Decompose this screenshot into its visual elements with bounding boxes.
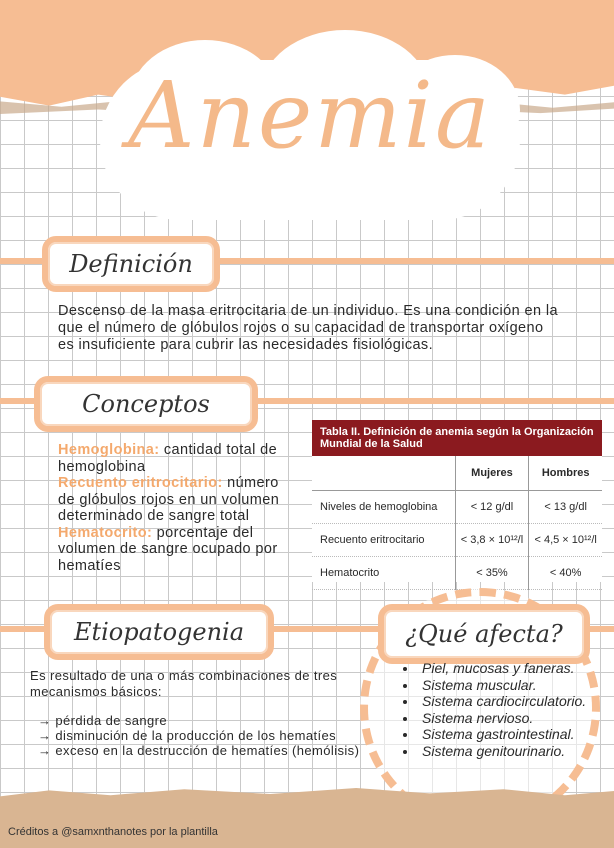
column-header-mujeres: Mujeres bbox=[455, 456, 529, 491]
intro-line: Es resultado de una o más combinaciones de tres bbox=[30, 668, 338, 683]
anemia-criteria-table bbox=[312, 456, 602, 590]
bottom-paper-decoration bbox=[0, 788, 614, 848]
mechanisms-list bbox=[38, 713, 368, 758]
affected-systems-list bbox=[400, 660, 586, 759]
definicion-text bbox=[58, 303, 603, 354]
concept-item bbox=[58, 442, 290, 475]
list-item: • Sistema gastrointestinal. bbox=[418, 726, 586, 743]
row-label: Niveles de hemoglobina bbox=[312, 491, 455, 524]
mechanism-item: → exceso en la destrucción de hematíes (hemólisis) bbox=[38, 743, 360, 758]
mechanism-item: → pérdida de sangre bbox=[38, 713, 168, 728]
table-title: Tabla II. Definición de anemia según la Organización Mundial de la Salud bbox=[312, 420, 602, 456]
conceptos-heading: Conceptos bbox=[34, 376, 258, 432]
concept-desc: porcentaje del volumen de sangre ocupado por hematíes bbox=[58, 524, 278, 574]
table-row bbox=[312, 491, 602, 524]
table-row bbox=[312, 524, 602, 557]
row-label: Hematocrito bbox=[312, 557, 455, 590]
who-anemia-table bbox=[312, 420, 602, 582]
list-item: • Piel, mucosas y faneras. bbox=[418, 660, 586, 677]
concept-term: Recuento eritrocitario: bbox=[58, 475, 223, 491]
concept-desc: número de glóbulos rojos en un volumen determinado de sangre total bbox=[58, 475, 280, 524]
afecta-heading: ¿Qué afecta? bbox=[378, 604, 590, 664]
list-item: • Sistema nervioso. bbox=[418, 710, 586, 727]
concept-item bbox=[58, 525, 290, 575]
table-header-row bbox=[312, 456, 602, 491]
etiopatogenia-intro bbox=[30, 668, 360, 699]
etiopatogenia-heading: Etiopatogenia bbox=[44, 604, 274, 660]
concept-item bbox=[58, 475, 290, 525]
list-item: • Sistema cardiocirculatorio. bbox=[418, 693, 586, 710]
credits-text: Créditos a @samxnthanotes por la plantilla bbox=[8, 826, 218, 838]
concept-desc: cantidad total de hemoglobina bbox=[58, 442, 278, 475]
definicion-line: es insuficiente para cubrir las necesidades fisiológicas. bbox=[58, 337, 434, 353]
cell-hombres: < 13 g/dl bbox=[529, 491, 602, 524]
conceptos-list bbox=[58, 442, 290, 574]
cell-mujeres: < 35% bbox=[455, 557, 529, 590]
definicion-heading: Definición bbox=[42, 236, 220, 292]
list-item: • Sistema genitourinario. bbox=[418, 743, 586, 760]
concept-term: Hematocrito: bbox=[58, 524, 153, 541]
cell-hombres: < 40% bbox=[529, 557, 602, 590]
mechanism-item: → disminución de la producción de los hematíes bbox=[38, 728, 337, 743]
intro-line: mecanismos básicos: bbox=[30, 683, 162, 699]
concept-term: Hemoglobina: bbox=[58, 442, 160, 458]
cell-mujeres: < 12 g/dl bbox=[455, 491, 529, 524]
list-item: • Sistema muscular. bbox=[418, 677, 586, 694]
cell-mujeres: < 3,8 × 10¹²/l bbox=[455, 524, 529, 557]
table-corner bbox=[312, 456, 455, 491]
row-label: Recuento eritrocitario bbox=[312, 524, 455, 557]
cell-hombres: < 4,5 × 10¹²/l bbox=[529, 524, 602, 557]
definicion-line: que el número de glóbulos rojos o su capacidad de transportar oxígeno bbox=[58, 320, 544, 336]
column-header-hombres: Hombres bbox=[529, 456, 602, 491]
definicion-line: Descenso de la masa eritrocitaria de un individuo. Es una condición en la bbox=[58, 303, 558, 319]
table-row bbox=[312, 557, 602, 590]
page-title: Anemia bbox=[128, 62, 492, 169]
